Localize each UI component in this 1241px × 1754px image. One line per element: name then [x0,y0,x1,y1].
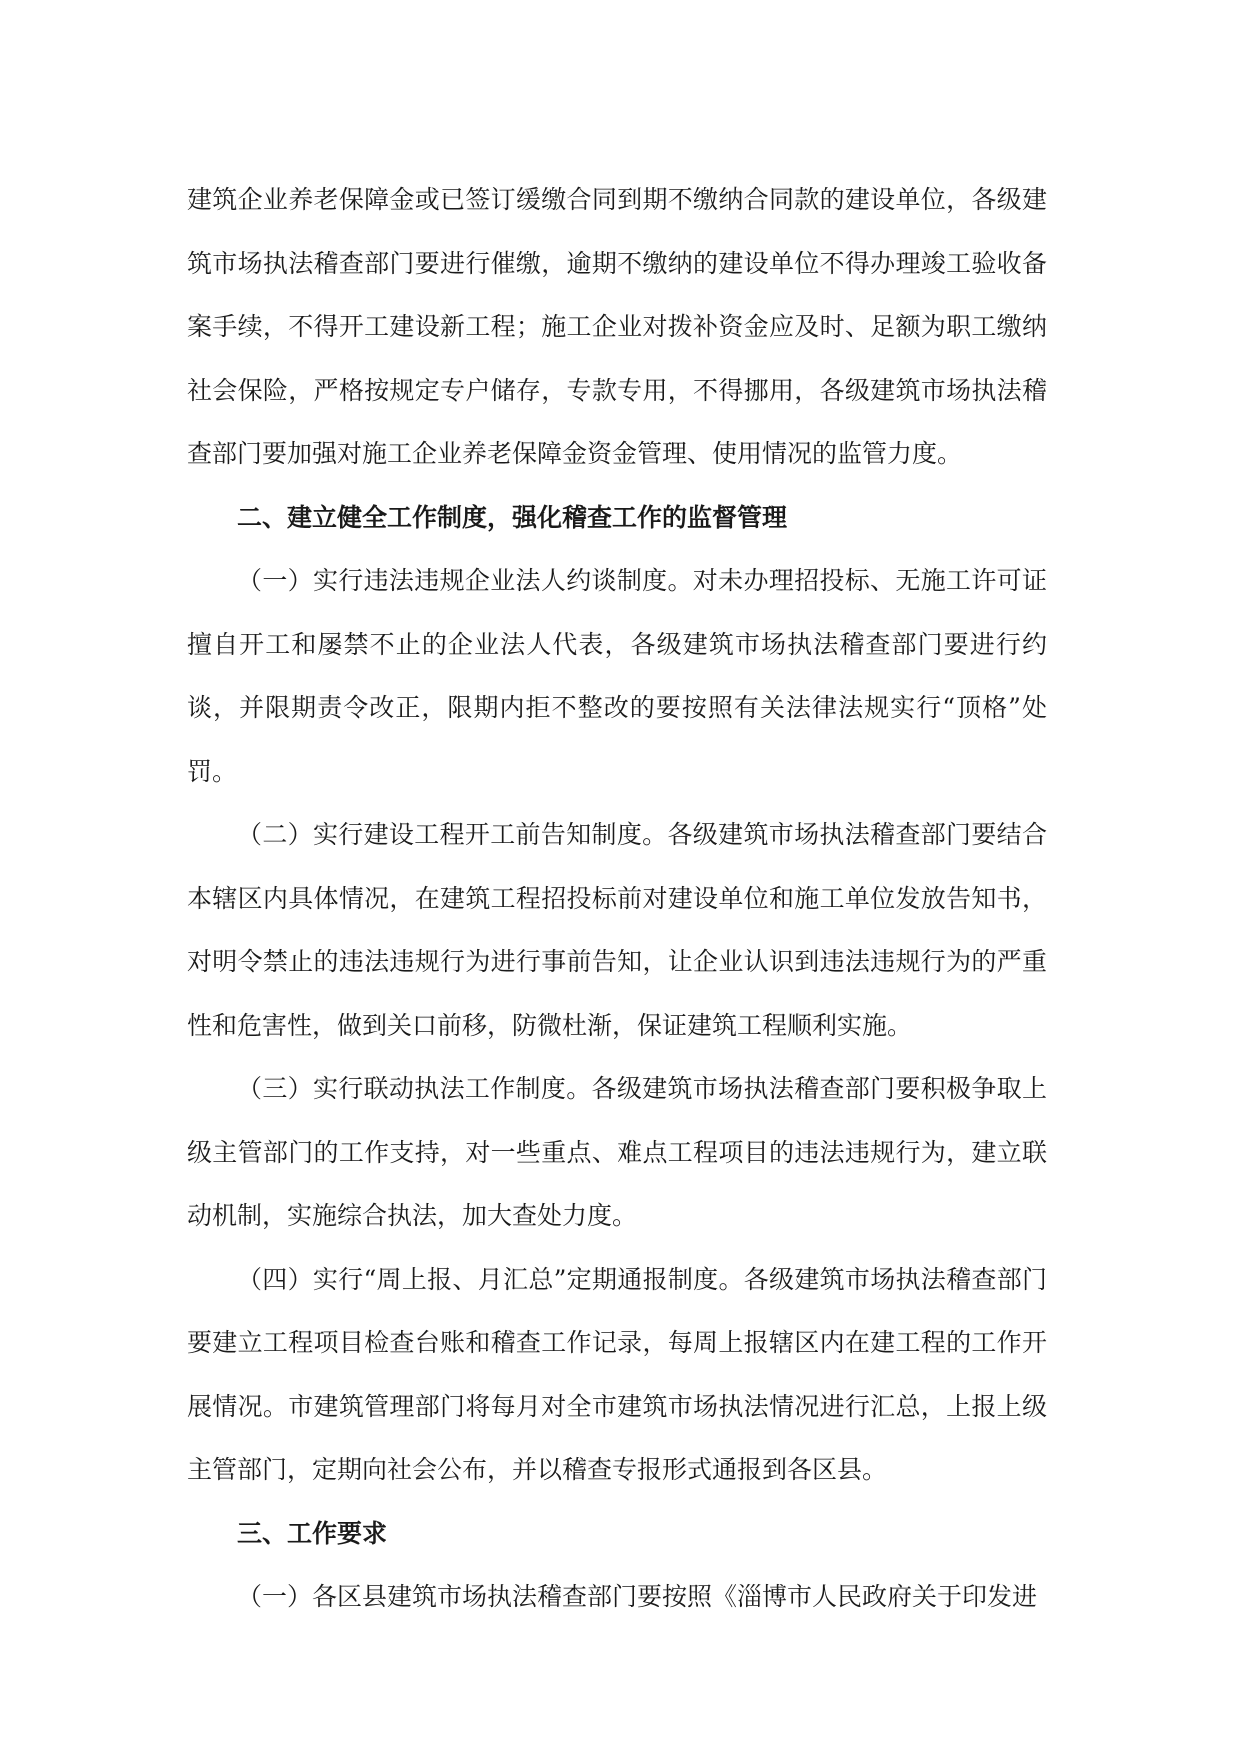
body-paragraph: （一）实行违法违规企业法人约谈制度。对未办理招投标、无施工许可证擅自开工和屡禁不止的企业法人代表，各级建筑市场执法稽查部门要进行约谈，并限期责令改正，限期内拒不整改的要按照有关法律法规实行“顶格”处罚。 [187,566,1047,786]
body-paragraph: 建筑企业养老保障金或已签订缓缴合同到期不缴纳合同款的建设单位，各级建筑市场执法稽查部门要进行催缴，逾期不缴纳的建设单位不得办理竣工验收备案手续，不得开工建设新工程；施工企业对拨补资金应及时、足额为职工缴纳社会保险，严格按规定专户储存，专款专用，不得挪用，各级建筑市场执法稽查部门要加强对施工企业养老保障金资金管理、使用情况的监管力度。 [187,185,1047,468]
section-heading: 三、工作要求 [237,1518,388,1548]
body-paragraph: （四）实行“周上报、月汇总”定期通报制度。各级建筑市场执法稽查部门要建立工程项目检查台账和稽查工作记录，每周上报辖区内在建工程的工作开展情况。市建筑管理部门将每月对全市建筑市场执法情况进行汇总，上报上级主管部门，定期向社会公布，并以稽查专报形式通报到各区县。 [187,1264,1047,1484]
body-paragraph: （二）实行建设工程开工前告知制度。各级建筑市场执法稽查部门要结合本辖区内具体情况，在建筑工程招投标前对建设单位和施工单位发放告知书，对明令禁止的违法违规行为进行事前告知，让企业认识到违法违规行为的严重性和危害性，做到关口前移，防微杜渐，保证建筑工程顺利实施。 [187,820,1047,1040]
section-heading: 二、建立健全工作制度，强化稽查工作的监督管理 [237,502,788,532]
body-paragraph: （三）实行联动执法工作制度。各级建筑市场执法稽查部门要积极争取上级主管部门的工作支持，对一些重点、难点工程项目的违法违规行为，建立联动机制，实施综合执法，加大查处力度。 [187,1074,1047,1230]
document-page [187,168,1047,1629]
body-paragraph: （一）各区县建筑市场执法稽查部门要按照《淄博市人民政府关于印发进 [237,1582,1038,1611]
